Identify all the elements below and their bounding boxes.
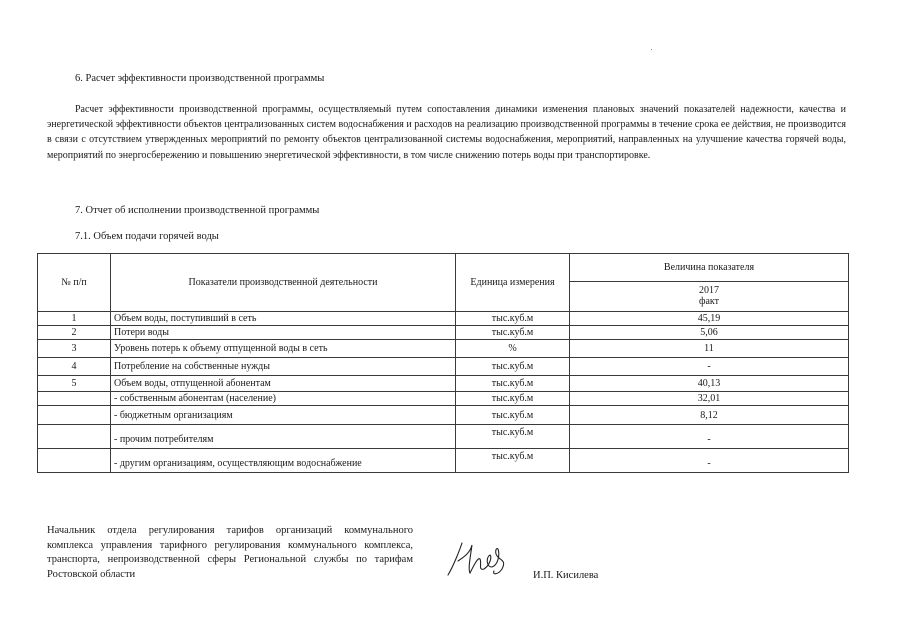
row-num <box>38 392 111 406</box>
row-indicator: Потери воды <box>111 326 456 340</box>
row-indicator: - бюджетным организациям <box>111 406 456 425</box>
table-row <box>38 425 849 449</box>
row-value: 8,12 <box>570 406 849 425</box>
table-row <box>38 326 849 340</box>
hot-water-supply-table <box>37 253 849 473</box>
row-indicator: Потребление на собственные нужды <box>111 358 456 376</box>
header-year: 2017 <box>699 285 719 296</box>
header-fact: факт <box>698 296 719 307</box>
section-6-paragraph-text: Расчет эффективности производственной программы, осуществляемый путем сопоставления динамики изменения плановых значений показателей надежности, качества и энергетической эффективности объектов централизованных систем водоснабжения и расходов на реализацию производственной программы в течение срока ее действия, не производится в связи с отсутствием утвержденных мероприятий по ремонту объектов централизованной системы водоснабжения, мероприятий, направленных на улучшение качества горячей воды, мероприятий по энергосбережению и повышению энергетической эффективности, в том числе снижению потерь воды при транспортировке. <box>47 104 846 161</box>
table-row <box>38 358 849 376</box>
row-unit: тыс.куб.м <box>456 392 570 406</box>
signatory-name: И.П. Кисилева <box>533 570 599 581</box>
row-unit: тыс.куб.м <box>456 376 570 392</box>
section-6-paragraph <box>47 102 846 163</box>
header-unit: Единица измерения <box>456 254 570 312</box>
row-num: 3 <box>38 340 111 358</box>
row-unit: тыс.куб.м <box>456 312 570 326</box>
row-indicator: Объем воды, отпущенной абонентам <box>111 376 456 392</box>
header-indicator: Показатели производственной деятельности <box>111 254 456 312</box>
row-indicator: Объем воды, поступивший в сеть <box>111 312 456 326</box>
table-row <box>38 392 849 406</box>
signature-position-text: Начальник отдела регулирования тарифов организаций коммунального комплекса управления тарифного регулирования коммунального комплекса, транспорта, непроизводственной сферы Региональной службы по тарифам Ростовской области <box>47 525 413 580</box>
table-row <box>38 312 849 326</box>
header-value: Величина показателя <box>570 254 849 282</box>
table-row <box>38 376 849 392</box>
row-num <box>38 406 111 425</box>
scan-speck <box>651 49 652 50</box>
row-indicator: - прочим потребителям <box>111 425 456 449</box>
row-value: 5,06 <box>570 326 849 340</box>
row-indicator: Уровень потерь к объему отпущенной воды в сеть <box>111 340 456 358</box>
row-num: 2 <box>38 326 111 340</box>
section-7-1-title: 7.1. Объем подачи горячей воды <box>75 231 219 242</box>
row-unit: тыс.куб.м <box>456 406 570 425</box>
row-value: 45,19 <box>570 312 849 326</box>
table-header-row <box>38 254 849 282</box>
table-row <box>38 449 849 473</box>
row-value: - <box>570 358 849 376</box>
row-value: - <box>570 425 849 449</box>
row-num: 5 <box>38 376 111 392</box>
handwritten-signature <box>440 535 520 583</box>
row-indicator: - собственным абонентам (население) <box>111 392 456 406</box>
row-num: 1 <box>38 312 111 326</box>
row-unit: тыс.куб.м <box>456 449 570 473</box>
row-unit: тыс.куб.м <box>456 425 570 449</box>
row-num: 4 <box>38 358 111 376</box>
header-year-fact <box>570 282 849 312</box>
row-value: 40,13 <box>570 376 849 392</box>
row-unit: % <box>456 340 570 358</box>
row-unit: тыс.куб.м <box>456 358 570 376</box>
table-row <box>38 406 849 425</box>
signature-position <box>47 524 413 582</box>
row-num <box>38 449 111 473</box>
row-num <box>38 425 111 449</box>
row-unit: тыс.куб.м <box>456 326 570 340</box>
header-num: № п/п <box>38 254 111 312</box>
row-indicator: - другим организациям, осуществляющим водоснабжение <box>111 449 456 473</box>
row-value: - <box>570 449 849 473</box>
row-value: 32,01 <box>570 392 849 406</box>
section-6-title: 6. Расчет эффективности производственной программы <box>75 73 325 84</box>
section-7-title: 7. Отчет об исполнении производственной программы <box>75 205 320 216</box>
table-row <box>38 340 849 358</box>
row-value: 11 <box>570 340 849 358</box>
